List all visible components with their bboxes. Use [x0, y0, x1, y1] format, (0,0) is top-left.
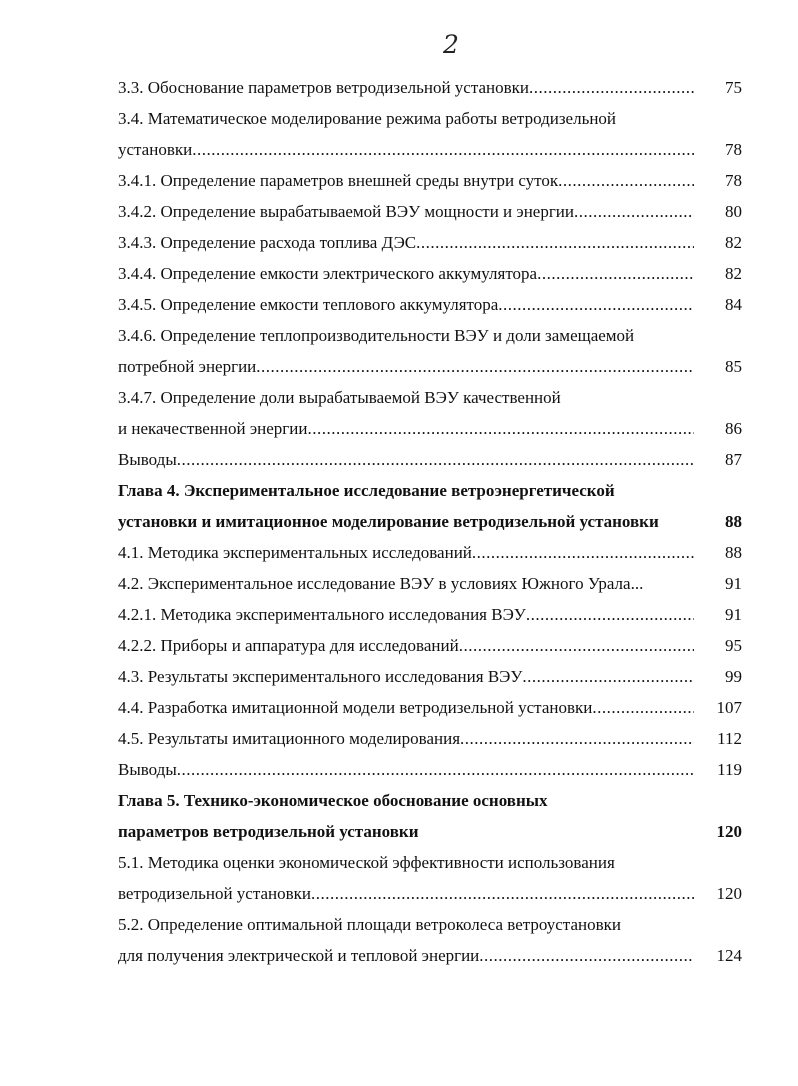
toc-entry: [118, 351, 742, 382]
toc-entry: [118, 134, 742, 165]
toc-entry-page: 78: [725, 171, 742, 190]
toc-entry: [118, 940, 742, 971]
toc-entry: [118, 72, 742, 103]
toc-entry-page: 75: [725, 78, 742, 97]
toc-entry: [118, 847, 742, 878]
toc-entry: [118, 878, 742, 909]
toc-entry-text: [118, 785, 694, 816]
table-of-contents: [118, 72, 742, 971]
toc-entry-text: [118, 134, 694, 165]
dot-leader: [192, 134, 694, 165]
toc-entry-label: Глава 4. Экспериментальное исследование ветроэнергетической: [118, 481, 615, 500]
toc-entry-label: 4.2.1. Методика экспериментального исследования ВЭУ: [118, 605, 526, 624]
toc-entry-text: [118, 599, 694, 630]
dot-leader: [529, 72, 694, 103]
toc-entry: [118, 661, 742, 692]
toc-entry-label: Выводы: [118, 760, 177, 779]
toc-entry-page: 84: [725, 295, 742, 314]
toc-entry: [118, 320, 742, 351]
dot-leader: [460, 723, 694, 754]
toc-entry-label: и некачественной энергии: [118, 419, 308, 438]
toc-entry: [118, 413, 742, 444]
toc-entry-text: [118, 537, 694, 568]
toc-entry-label: 3.4.3. Определение расхода топлива ДЭС: [118, 233, 417, 252]
toc-entry-label: 3.4.2. Определение вырабатываемой ВЭУ мощности и энергии: [118, 202, 575, 221]
dot-leader: [592, 692, 694, 723]
toc-entry-text: [118, 227, 694, 258]
toc-entry-label: 4.5. Результаты имитационного моделирования: [118, 729, 461, 748]
toc-entry: [118, 723, 742, 754]
toc-entry-page: 120: [716, 822, 742, 841]
toc-entry-text: [118, 258, 694, 289]
toc-entry-page: 120: [716, 884, 742, 903]
toc-entry-text: [118, 909, 694, 940]
toc-entry-page: 124: [716, 946, 742, 965]
toc-entry-label: 4.2.2. Приборы и аппаратура для исследований: [118, 636, 459, 655]
dot-leader: [537, 258, 694, 289]
dot-leader: [472, 537, 694, 568]
toc-entry: [118, 444, 742, 475]
dot-leader: [177, 444, 694, 475]
dot-leader: [479, 940, 694, 971]
toc-entry-page: 107: [716, 698, 742, 717]
toc-entry-label: установки и имитационное моделирование ветродизельной установки: [118, 512, 659, 531]
dot-leader: [177, 754, 694, 785]
toc-entry-text: [118, 692, 694, 723]
toc-entry: [118, 599, 742, 630]
toc-entry-text: [118, 506, 694, 537]
toc-entry-text: [118, 661, 694, 692]
toc-entry-label: 4.4. Разработка имитационной модели ветродизельной установки: [118, 698, 593, 717]
toc-entry-text: [118, 940, 694, 971]
toc-entry-page: 78: [725, 140, 742, 159]
toc-entry-label: 3.3. Обоснование параметров ветродизельной установки: [118, 78, 530, 97]
toc-entry: [118, 475, 742, 506]
toc-entry: [118, 785, 742, 816]
toc-entry-label: 3.4.6. Определение теплопроизводительности ВЭУ и доли замещаемой: [118, 326, 635, 345]
toc-entry: [118, 537, 742, 568]
toc-entry: [118, 382, 742, 413]
toc-entry-text: [118, 103, 694, 134]
toc-entry: [118, 165, 742, 196]
toc-entry-page: 88: [725, 543, 742, 562]
toc-entry-page: 91: [725, 605, 742, 624]
dot-leader: [307, 413, 694, 444]
dot-leader: [311, 878, 694, 909]
toc-entry-page: 88: [725, 512, 742, 531]
toc-entry-text: [118, 382, 694, 413]
toc-entry: [118, 289, 742, 320]
toc-entry-label: 5.1. Методика оценки экономической эффективности использования: [118, 853, 615, 872]
toc-entry-page: 80: [725, 202, 742, 221]
toc-entry: [118, 816, 742, 847]
toc-entry-text: [118, 475, 694, 506]
toc-entry-page: 99: [725, 667, 742, 686]
toc-entry: [118, 754, 742, 785]
toc-entry-label: 3.4.1. Определение параметров внешней среды внутри суток: [118, 171, 559, 190]
toc-entry-label: установки: [118, 140, 193, 159]
dot-leader: [522, 661, 694, 692]
toc-entry-label: параметров ветродизельной установки: [118, 822, 419, 841]
toc-entry-label: Глава 5. Технико-экономическое обоснование основных: [118, 791, 548, 810]
dot-leader: [498, 289, 694, 320]
toc-entry-text: [118, 72, 694, 103]
toc-entry-text: [118, 816, 694, 847]
toc-entry-label: 3.4.5. Определение емкости теплового аккумулятора: [118, 295, 499, 314]
toc-entry-label: для получения электрической и тепловой энергии: [118, 946, 480, 965]
toc-entry-label: ветродизельной установки: [118, 884, 312, 903]
toc-entry: [118, 692, 742, 723]
toc-entry-page: 85: [725, 357, 742, 376]
toc-entry-label: 4.3. Результаты экспериментального исследования ВЭУ: [118, 667, 523, 686]
toc-entry-label: Выводы: [118, 450, 177, 469]
toc-entry-text: [118, 754, 694, 785]
toc-entry: [118, 630, 742, 661]
toc-entry-label: 3.4. Математическое моделирование режима работы ветродизельной: [118, 109, 617, 128]
toc-entry: [118, 258, 742, 289]
toc-entry-page: 82: [725, 233, 742, 252]
dot-leader: [526, 599, 694, 630]
page-number: 2: [443, 30, 459, 59]
toc-entry: [118, 909, 742, 940]
toc-entry-page: 119: [717, 760, 742, 779]
toc-entry-text: [118, 413, 694, 444]
toc-entry-page: 91: [725, 574, 742, 593]
dot-leader: [416, 227, 694, 258]
toc-entry-text: [118, 165, 694, 196]
dot-leader: [574, 196, 694, 227]
toc-entry-page: 82: [725, 264, 742, 283]
toc-entry-page: 95: [725, 636, 742, 655]
toc-entry-label: 4.1. Методика экспериментальных исследований: [118, 543, 472, 562]
toc-entry: [118, 506, 742, 537]
dot-leader: [256, 351, 694, 382]
toc-entry-text: [118, 289, 694, 320]
toc-entry-label: 5.2. Определение оптимальной площади ветроколеса ветроустановки: [118, 915, 621, 934]
toc-entry-label: 4.2. Экспериментальное исследование ВЭУ в условиях Южного Урала...: [118, 574, 644, 593]
toc-entry-text: [118, 847, 694, 878]
toc-entry-page: 86: [725, 419, 742, 438]
toc-entry-page: 87: [725, 450, 742, 469]
toc-entry-label: потребной энергии: [118, 357, 257, 376]
toc-entry: [118, 568, 742, 599]
toc-entry-text: [118, 444, 694, 475]
toc-entry-text: [118, 878, 694, 909]
dot-leader: [558, 165, 694, 196]
dot-leader: [459, 630, 694, 661]
toc-entry-label: 3.4.7. Определение доли вырабатываемой ВЭУ качественной: [118, 388, 561, 407]
toc-entry-text: [118, 568, 694, 599]
toc-entry-text: [118, 723, 694, 754]
toc-entry-text: [118, 320, 694, 351]
toc-entry-text: [118, 196, 694, 227]
toc-entry: [118, 227, 742, 258]
toc-entry-page: 112: [717, 729, 742, 748]
toc-entry-text: [118, 351, 694, 382]
toc-entry-text: [118, 630, 694, 661]
toc-entry-label: 3.4.4. Определение емкости электрического аккумулятора: [118, 264, 538, 283]
toc-entry: [118, 196, 742, 227]
toc-entry: [118, 103, 742, 134]
